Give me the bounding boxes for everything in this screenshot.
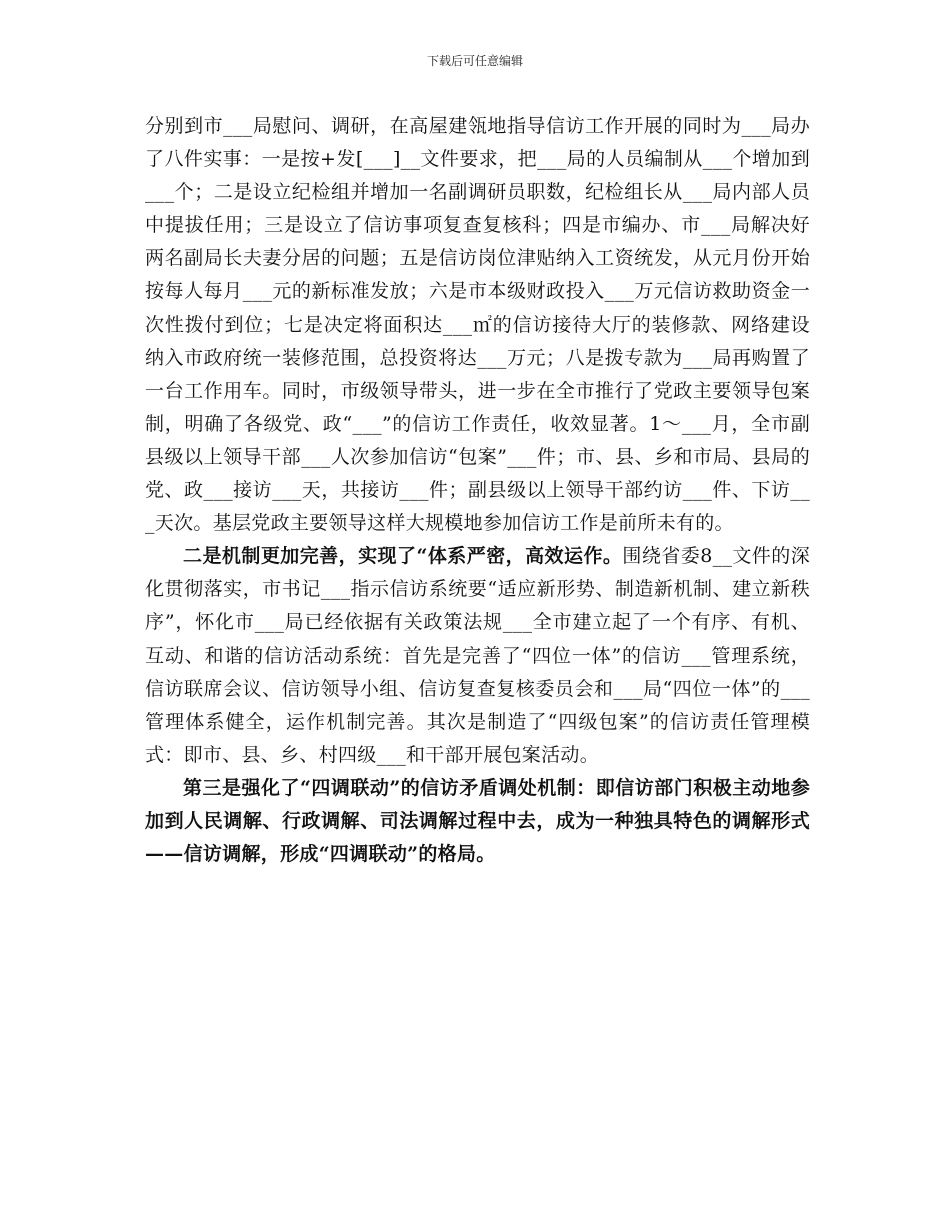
page-header: 下载后可任意编辑 — [426, 54, 523, 68]
paragraph-2 — [145, 540, 810, 772]
paragraph-1-text: 分别到市___局慰问、调研，在高屋建瓴地指导信访工作开展的同时为___局办了八件实事：一是按+发[___]__文件要求，把___局的人员编制从___个增加到___个；二是设立纪检组并增加一名副调研员职数，纪检组长从___局内部人员中提拔任用；三是设立了信访事项复查复核科；四是市编办、市___局解决好两名副局长夫妻分居的问题；五是信访岗位津贴纳入工资统发，从元月份开始按每人每月___元的新标准发放；六是市本级财政投入___万元信访救助资金一次性拨付到位；七是决定将面积达___㎡的信访接待大厅的装修款、网络建设纳入市政府统一装修范围，总投资将达___万元；八是拨专款为___局再购置了一台工作用车。同时，市级领导带头，进一步在全市推行了党政主要领导包案制，明确了各级党、政“___”的信访工作责任，收效显著。1～___月，全市副县级以上领导干部___人次参加信访“包案”___件；市、县、乡和市局、县局的党、政___接访___天，共接访___件；副县级以上领导干部约访___件、下访___天次。基层党政主要领导这样大规模地参加信访工作是前所未有的。 — [145, 115, 810, 535]
paragraph-3-lead: 第三是强化了“四调联动”的信访矛盾调处机制：即信访部门积极主动地参加到人民调解、行政调解、司法调解过程中去，成为一种独具特色的调解形式——信访调解，形成“四调联动”的格局。 — [145, 776, 810, 866]
paragraph-3 — [145, 772, 810, 871]
paragraph-2-lead: 二是机制更加完善，实现了“体系严密，高效运作。 — [183, 545, 623, 568]
paragraph-1 — [145, 110, 810, 540]
paragraph-2-text: 围绕省委8__文件的深化贯彻落实，市书记___指示信访系统要“适应新形势、制造新机制、建立新秩序”，怀化市___局已经依据有关政策法规___全市建立起了一个有序、有机、互动、和谐的信访活动系统：首先是完善了“四位一体”的信访___管理系统，信访联席会议、信访领导小组、信访复查复核委员会和___局“四位一体”的___管理体系健全，运作机制完善。其次是制造了“四级包案”的信访责任管理模式：即市、县、乡、村四级___和干部开展包案活动。 — [145, 545, 811, 766]
document-body — [145, 110, 810, 871]
